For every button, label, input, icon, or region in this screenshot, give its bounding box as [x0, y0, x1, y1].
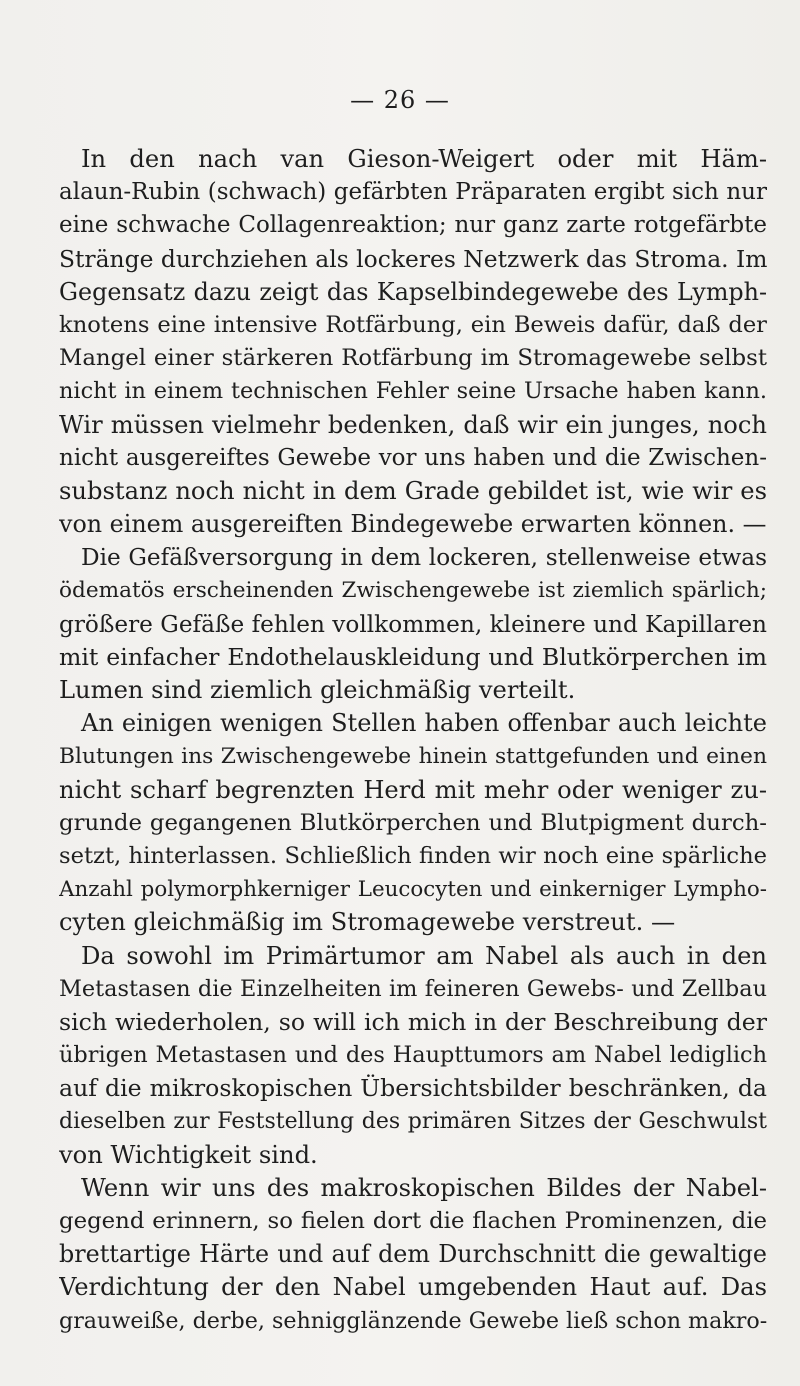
text-line: grunde gegangenen Blutkörperchen und Blutpigment durch- — [59, 809, 767, 836]
text-line: Die Gefäßversorgung in dem lockeren, stellenweise etwas — [81, 544, 767, 572]
text-line: übrigen Metastasen und des Haupttumors am Nabel lediglich — [59, 1042, 767, 1069]
page-number: — 26 — — [350, 86, 450, 114]
text-line: setzt, hinterlassen. Schließlich finden wir noch eine spärliche — [59, 842, 767, 869]
text-line: Da sowohl im Primärtumor am Nabel als auch in den — [81, 941, 767, 970]
text-line: cyten gleichmäßig im Stromagewebe verstreut. — — [59, 908, 676, 937]
text-line: substanz noch nicht in dem Grade gebildet ist, wie wir es — [59, 476, 767, 505]
text-line: An einigen wenigen Stellen haben offenbar auch leichte — [81, 709, 767, 738]
text-line: nicht in einem technischen Fehler seine Ursache haben kann. — [59, 378, 767, 405]
text-line: Wenn wir uns des makroskopischen Bildes der Nabel- — [81, 1173, 767, 1202]
text-line: Mangel einer stärkeren Rotfärbung im Stromagewebe selbst — [59, 345, 767, 372]
text-line: Stränge durchziehen als lockeres Netzwerk das Stroma. Im — [59, 244, 767, 273]
text-line: brettartige Härte und auf dem Durchschnitt die gewaltige — [59, 1240, 767, 1269]
text-line: nicht ausgereiftes Gewebe vor uns haben und die Zwischen- — [59, 444, 767, 471]
text-line: dieselben zur Feststellung des primären Sitzes der Geschwulst — [59, 1109, 767, 1135]
text-line: Gegensatz dazu zeigt das Kapselbindegewebe des Lymph- — [59, 277, 767, 306]
text-line: In den nach van Gieson-Weigert oder mit Häm- — [81, 145, 767, 173]
text-line: von Wichtigkeit sind. — [59, 1140, 318, 1169]
text-line: Wir müssen vielmehr bedenken, daß wir ein junges, noch — [59, 410, 767, 439]
text-line: ödematös erscheinenden Zwischengewebe ist ziemlich spärlich; — [59, 578, 767, 604]
text-line: grauweiße, derbe, sehnigglänzende Gewebe ließ schon makro- — [59, 1307, 767, 1334]
text-line: Blutungen ins Zwischengewebe hinein stattgefunden und einen — [59, 744, 767, 770]
text-line: sich wiederholen, so will ich mich in der Beschreibung der — [59, 1007, 767, 1036]
text-line: Verdichtung der den Nabel umgebenden Haut auf. Das — [59, 1273, 767, 1302]
text-line: Metastasen die Einzelheiten im feineren Gewebs- und Zellbau — [59, 975, 767, 1002]
text-line: alaun-Rubin (schwach) gefärbten Präparaten ergibt sich nur — [59, 179, 767, 206]
text-line: auf die mikroskopischen Übersichtsbilder beschränken, da — [59, 1074, 767, 1103]
text-line: eine schwache Collagenreaktion; nur ganz zarte rotgefärbte — [59, 212, 767, 239]
text-line: gegend erinnern, so fielen dort die flachen Prominenzen, die — [59, 1208, 767, 1234]
body-text — [59, 143, 767, 1338]
text-line: knotens eine intensive Rotfärbung, ein Beweis dafür, daß der — [59, 311, 767, 338]
text-line: nicht scharf begrenzten Herd mit mehr oder weniger zu- — [59, 775, 767, 804]
text-line: mit einfacher Endothelauskleidung und Blutkörperchen im — [59, 642, 767, 671]
text-line: Anzahl polymorphkerniger Leucocyten und einkerniger Lympho- — [59, 877, 767, 903]
text-line: Lumen sind ziemlich gleichmäßig verteilt. — [59, 676, 576, 704]
text-line: von einem ausgereiften Bindegewebe erwarten können. — — [59, 510, 767, 539]
text-line: größere Gefäße fehlen vollkommen, kleinere und Kapillaren — [59, 610, 767, 638]
